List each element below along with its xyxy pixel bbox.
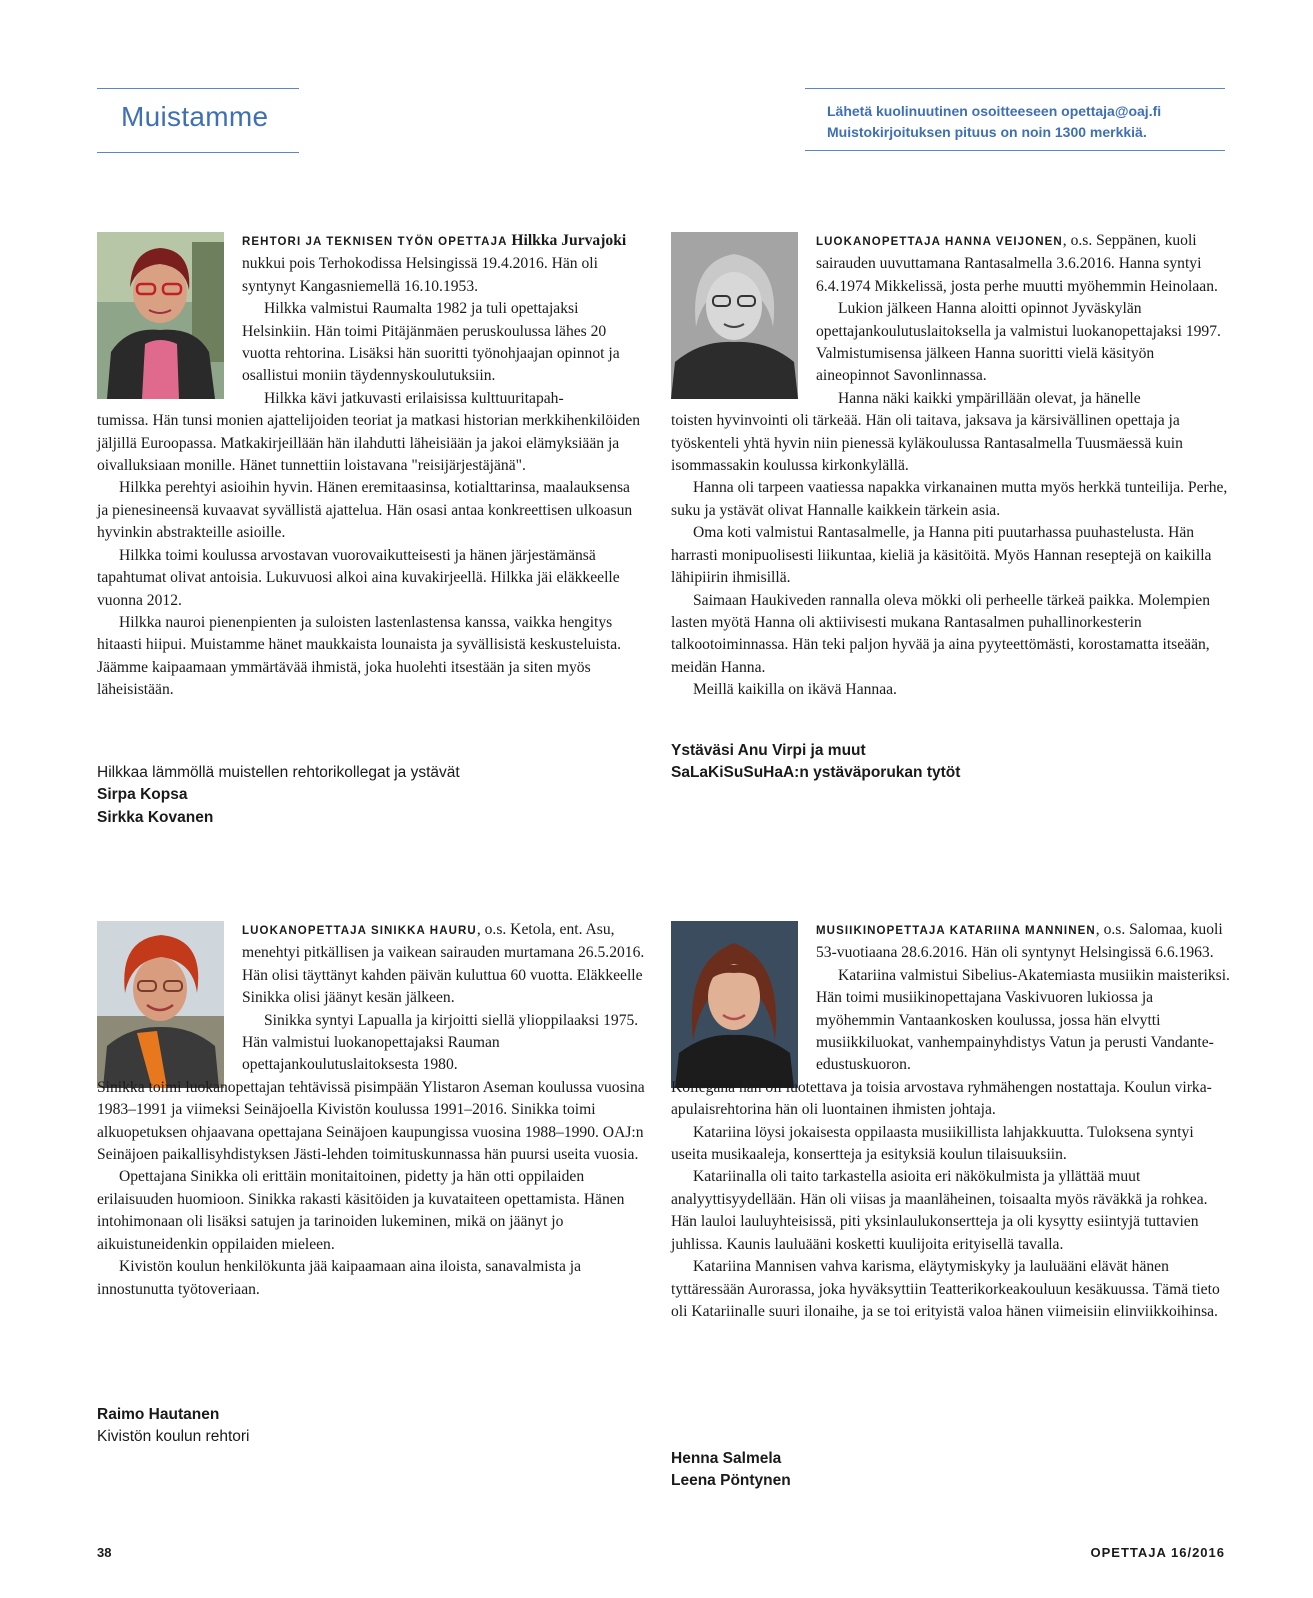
signature-name: Henna Salmela xyxy=(671,1450,782,1467)
obituary-paragraph: Lukion jälkeen Hanna aloitti opinnot Jyväskylän opettajankoulutuslaitoksella ja valmistui luokanopettajaksi 1997. Valmistumisensa jälkeen Hanna suoritti vielä käsityön aineopinnot Savonlinnassa. xyxy=(816,300,1221,385)
signature-katariina xyxy=(671,1448,791,1493)
signature-sinikka xyxy=(97,1404,250,1449)
obituary-paragraph: Hanna näki kaikki ympärillään olevat, ja hänelle xyxy=(838,389,1141,407)
obituary-paragraph: Hilkka toimi koulussa arvostavan vuorovaikutteisesti ja hänen järjestämänsä tapahtumat olivat antoisia. Lukuvuosi alkoi aina kuvakirjeellä. Hilkka jäi eläkkeelle vuonna 2012. xyxy=(97,546,620,609)
obituary-intro: nukkui pois Terhokodissa Helsingissä 19.4.2016. Hän oli syntynyt Kangasniemellä 16.10.1953. xyxy=(242,255,598,295)
obituary-katariina xyxy=(671,919,1231,1323)
obituary-intro: , o.s. Salomaa, kuoli 53-vuotiaana 28.6.2016. Hän oli syntynyt Helsingissä 6.6.1963. xyxy=(816,921,1223,962)
obituary-paragraph: Sinikka syntyi Lapualla ja kirjoitti siellä ylioppilaaksi 1975. Hän valmistui luokanopettajaksi Rauman opettajankoulutuslaitoksesta 1980. xyxy=(242,1011,639,1074)
submission-note-line-1: Lähetä kuolinuutinen osoitteeseen opettaja@oaj.fi xyxy=(827,103,1162,119)
signature-name: Ystäväsi Anu Virpi ja muut xyxy=(671,742,866,759)
obituary-kicker: LUOKANOPETTAJA HANNA VEIJONEN xyxy=(816,236,1063,248)
signature-name: SaLaKiSuSuHaA:n ystäväporukan tytöt xyxy=(671,764,961,782)
signature-title: Kivistön koulun rehtori xyxy=(97,1428,250,1446)
obituary-paragraph: Oma koti valmistui Rantasalmelle, ja Hanna piti puutarhassa puuhastelusta. Hän harrasti monipuolisesti liikuntaa, kieliä ja käsitöitä. Myös Hannan reseptejä on kaikilla lähipiirin ihmisillä. xyxy=(671,524,1212,587)
signature-name: Leena Pöntynen xyxy=(671,1472,791,1490)
obituary-paragraph: Katariina löysi jokaisesta oppilaasta musiikillista lahjakkuutta. Tuloksena syntyi useita musikaaleja, konsertteja ja esityksiä koulun tilaisuuksiin. xyxy=(671,1123,1194,1164)
obituary-kicker: REHTORI JA TEKNISEN TYÖN OPETTAJA xyxy=(242,236,508,248)
obituary-intro: , o.s. Seppänen, kuoli sairauden uuvuttamana Rantasalmella 3.6.2016. Hanna syntyi 6.4.1974 Mikkelissä, josta perhe muutti myöhemmin Heinolaan. xyxy=(816,232,1218,295)
obituary-paragraph: Hilkka kävi jatkuvasti erilaisissa kulttuuritapah- xyxy=(264,389,564,407)
obituary-paragraph: Kivistön koulun henkilökunta jää kaipaamaan aina iloista, sanavalmista ja innostunutta työtoveriaan. xyxy=(97,1258,582,1298)
obituary-paragraph: Sinikka toimi luokanopettajan tehtävissä pisimpään Ylistaron Aseman koulussa vuosina 1983–1991 ja viimeksi Seinäjoella Kivistön koulussa 1991–2016. Sinikka toimi alkuopetuksen ohjaavana opettajana Seinäjoen kaupungissa vuosina 1988–1990. OAJ:n Seinäjoen paikallisyhdistyksen Jästi-lehden toimituskunnassa hän puursi useita vuosia. xyxy=(97,1078,645,1164)
submission-note-box xyxy=(805,88,1225,151)
obituary-paragraph: Katariina valmistui Sibelius-Akatemiasta musiikin maisteriksi. Hän toimi musiikinopettajana Vaskivuoren lukiossa ja myöhemmin Vantaankosken koulussa, jossa hän elvytti musiikkiluokat, vanhempainyhdistys Vatun ja perusti Vandante-edustuskuoron. xyxy=(816,966,1230,1074)
signature-hanna xyxy=(671,740,960,785)
submission-note xyxy=(827,101,1161,143)
obituary-kicker: LUOKANOPETTAJA SINIKKA HAURU xyxy=(242,925,477,937)
obituary-paragraph: Hilkka nauroi pienenpienten ja suloisten lastenlastensa kanssa, vaikka hengitys hitaasti hiipui. Muistamme hänet maukkaista lounaista ja syvällisistä keskusteluista. Jäämme kaipaamaan ymmärtävää ihmistä, joka huolehti itsestään ja siten myös läheisistään. xyxy=(97,613,622,699)
obituary-paragraph: Katariina Mannisen vahva karisma, eläytymiskyky ja lauluääni elävät hänen tyttäressään Aurorassa, joka hyväksyttiin Teatterikorkeakouluun kesäkuussa. Tämä tieto oli Katariinalle suuri ilonaihe, ja se toi erityistä valoa hänen viimeisiin elinviikkoihinsa. xyxy=(671,1258,1220,1320)
obituary-sinikka xyxy=(97,919,645,1301)
obituary-hanna xyxy=(671,230,1231,702)
signature-hilkka xyxy=(97,762,460,829)
signature-name: Sirkka Kovanen xyxy=(97,808,214,826)
obituary-paragraph: Meillä kaikilla on ikävä Hannaa. xyxy=(693,681,897,699)
obituary-paragraph: Saimaan Haukiveden rannalla oleva mökki oli perheelle tärkeä paikka. Molempien lasten myötä Hanna oli aktiivisesti mukana Rantasalmen puhallinorkesterin talkootoiminnassa. Hän teki paljon hyvää ja aina pyyteettömästi, korostamatta itseään, meidän Hanna. xyxy=(671,591,1210,676)
obituary-kicker: MUSIIKINOPETTAJA KATARIINA MANNINEN xyxy=(816,925,1096,937)
obituary-paragraph: Kollegana hän oli luotettava ja toisia arvostava ryhmähengen nostattaja. Koulun virka-apulaisrehtorina hän oli luontainen ihmisten johtaja. xyxy=(671,1078,1212,1119)
obituary-paragraph: Hanna oli tarpeen vaatiessa napakka virkanainen mutta myös herkkä tunteilija. Perhe, suku ja ystävät olivat Hannalle kaikkein tärkein asia. xyxy=(671,479,1228,519)
obituary-name: Hilkka Jurvajoki xyxy=(511,232,627,249)
page-number: 38 xyxy=(97,1545,112,1560)
obituary-paragraph: toisten hyvinvointi oli tärkeää. Hän oli taitava, jaksava ja kärsivällinen opettaja ja työskenteli yhtä hyvin niin pienessä kyläkoulussa Rantasalmella Tuusmäessä kuin isommassakin koulussa kirkonkylällä. xyxy=(671,412,1183,475)
section-header-box xyxy=(97,88,299,153)
signature-name: Raimo Hautanen xyxy=(97,1406,220,1423)
obituary-hilkka xyxy=(97,230,645,702)
signature-name: Sirpa Kopsa xyxy=(97,786,188,804)
obituary-paragraph: Hilkka perehtyi asioihin hyvin. Hänen eremitaasinsa, kotialttarinsa, maalauksensa ja pienesineensä kuvaavat syvällistä ajattelua. Hän osasi antaa konkreettisen ulkoasun hyvinkin abstrakteille asioille. xyxy=(97,479,633,542)
obituary-paragraph: Opettajana Sinikka oli erittäin monitaitoinen, pidetty ja hän otti oppilaiden erilaisuuden huomioon. Sinikka rakasti käsitöiden ja kuvataiteen opettamista. Hänen intohimonaan oli lisäksi satujen ja tarinoiden lukeminen, mikä on jäänyt jo aikuistuneidenkin oppilaiden mieleen. xyxy=(97,1168,625,1253)
obituary-paragraph: Katariinalla oli taito tarkastella asioita eri näkökulmista ja yllättää muut analyyttisyydellään. Hän oli viisas ja maanläheinen, toisaalta myös räväkkä ja rohkea. Hän lauloi lauluyhteisissä, piti yksinlaulukonsertteja ja oli kysytty esiintyjä tuttavien juhlissa. Kaunis lauluääni kosketti kuulijoita erityisellä tavalla. xyxy=(671,1168,1208,1253)
obituary-intro: , o.s. Ketola, ent. Asu, menehtyi pitkällisen ja vaikean sairauden murtamana 26.5.2016. Hän olisi täyttänyt kahden päivän kuluttua 60 vuotta. Eläkkeelle Sinikka olisi jäänyt kesän jälkeen. xyxy=(242,921,645,1007)
submission-note-line-2: Muistokirjoituksen pituus on noin 1300 merkkiä. xyxy=(827,124,1147,140)
signature-intro: Hilkkaa lämmöllä muistellen rehtorikollegat ja ystävät xyxy=(97,764,460,781)
magazine-issue: OPETTAJA 16/2016 xyxy=(1090,1545,1225,1560)
obituary-paragraph: Hilkka valmistui Raumalta 1982 ja tuli opettajaksi Helsinkiin. Hän toimi Pitäjänmäen peruskoulussa lähes 20 vuotta rehtorina. Lisäksi hän suoritti työnohjaajan opinnot ja osallistui moniin täydennyskoulutuksiin. xyxy=(242,300,620,385)
section-title: Muistamme xyxy=(121,101,269,132)
obituary-paragraph: tumissa. Hän tunsi monien ajattelijoiden teoriat ja matkasi historian merkkihenkilöiden jäljillä Euroopassa. Matkakirjeillään hän ilahdutti läheisiään ja jakoi elämyksiään ja oivalluksiaan monille. Hänet tunnettiin loistavana "reisijärjestäjänä". xyxy=(97,412,641,475)
